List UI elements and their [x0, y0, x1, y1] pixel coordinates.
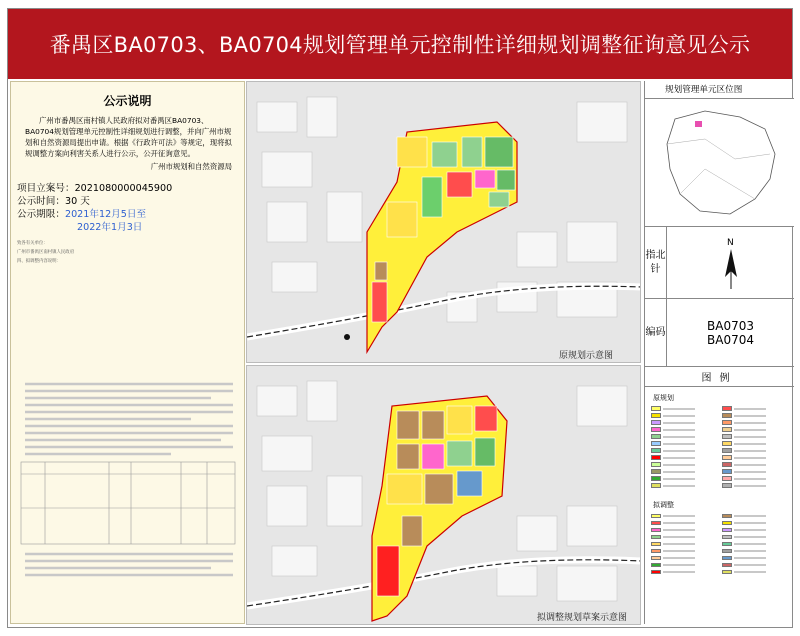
fine-print-line: 致各有关单位：	[17, 241, 48, 246]
legend-item	[722, 420, 789, 425]
legend-label-placeholder	[663, 443, 695, 445]
north-label: 指北针	[645, 227, 667, 298]
legend-item	[651, 569, 718, 574]
legend-item	[651, 448, 718, 453]
legend-item	[651, 520, 718, 525]
legend-swatch	[722, 413, 732, 418]
legend-item	[722, 455, 789, 460]
notice-title: 公示说明	[103, 94, 152, 108]
legend-swatch	[651, 556, 661, 561]
fine-print-line: 四、拟调整内容说明：	[17, 259, 61, 264]
legend-swatch	[722, 535, 732, 540]
legend-label-placeholder	[663, 436, 695, 438]
legend-swatch	[651, 441, 661, 446]
adjusted-map-caption: 拟调整规划草案示意图	[537, 613, 628, 623]
legend-swatch	[722, 406, 732, 411]
legend-adjusted-grid	[651, 513, 788, 574]
legend-item	[722, 555, 789, 560]
publicity-period-row	[17, 208, 244, 221]
legend-item	[722, 427, 789, 432]
legend-swatch	[651, 570, 661, 575]
legend-item	[651, 406, 718, 411]
district-outline	[645, 99, 793, 227]
north-arrow-icon	[711, 233, 751, 293]
legend-swatch	[651, 514, 661, 519]
legend-label-placeholder	[734, 522, 766, 524]
legend-item	[651, 513, 718, 518]
legend-label-placeholder	[734, 536, 766, 538]
notice-signature: 广州市规划和自然资源局	[150, 162, 232, 171]
legend-item	[722, 527, 789, 532]
legend-swatch	[651, 448, 661, 453]
period-end: 2022年1月3日	[77, 222, 143, 233]
legend-swatch	[722, 469, 732, 474]
legend-swatch	[651, 528, 661, 533]
original-plan-map	[246, 81, 641, 363]
legend-item	[722, 569, 789, 574]
legend-item	[651, 562, 718, 567]
legend-swatch	[651, 420, 661, 425]
unit-code: BA0703	[707, 318, 754, 333]
legend-label-placeholder	[734, 415, 766, 417]
legend-swatch	[651, 521, 661, 526]
legend-item	[651, 413, 718, 418]
code-label: 编码	[645, 299, 667, 366]
time-label: 公示时间：	[17, 196, 65, 207]
legend-label-placeholder	[734, 564, 766, 566]
legend-label-placeholder	[663, 557, 695, 559]
legend-swatch	[722, 563, 732, 568]
legend-label-placeholder	[734, 429, 766, 431]
legend-swatch	[651, 455, 661, 460]
legend-label-placeholder	[663, 457, 695, 459]
legend-label-placeholder	[734, 478, 766, 480]
legend-original-grid	[651, 406, 788, 488]
legend-label-placeholder	[663, 550, 695, 552]
legend-item	[722, 483, 789, 488]
legend-swatch	[722, 476, 732, 481]
legend-item	[722, 548, 789, 553]
legend-swatch	[722, 570, 732, 575]
legend-label-placeholder	[734, 550, 766, 552]
legend-swatch	[722, 434, 732, 439]
notice-body: 广州市番禺区南村镇人民政府拟对番禺区BA0703、BA0704规划管理单元控制性详细规划进行调整，并向广州市规划和自然资源局提出申请。根据《行政许可法》等规定，现将拟规调整方案向利害关系人进行公示，公开征询意见。	[25, 116, 232, 158]
time-value: 30 天	[64, 196, 90, 207]
legend-label-placeholder	[663, 522, 695, 524]
legend-label-placeholder	[663, 478, 695, 480]
poster-frame	[7, 8, 793, 628]
legend-label-placeholder	[663, 422, 695, 424]
fine-print-lines	[11, 382, 245, 582]
project-number-row	[17, 182, 244, 195]
fine-print	[11, 234, 244, 265]
legend-item	[651, 434, 718, 439]
period-label: 公示期限：	[17, 209, 65, 220]
original-map-caption: 原规划示意图	[559, 351, 614, 361]
legend-swatch	[651, 483, 661, 488]
legend-label-placeholder	[663, 515, 695, 517]
legend-swatch	[651, 549, 661, 554]
legend-swatch	[722, 448, 732, 453]
legend-label-placeholder	[663, 564, 695, 566]
legend-label-placeholder	[663, 464, 695, 466]
legend-swatch	[651, 427, 661, 432]
poster-title: 番禺区BA0703、BA0704规划管理单元控制性详细规划调整征询意见公示	[8, 9, 792, 79]
legend-item	[651, 420, 718, 425]
north-letter: N	[726, 237, 734, 248]
legend-item	[651, 476, 718, 481]
legend-label-placeholder	[663, 471, 695, 473]
legend-item	[651, 483, 718, 488]
original-plan-drawing	[247, 82, 641, 363]
legend-item	[722, 513, 789, 518]
legend-label-placeholder	[734, 471, 766, 473]
period-start: 2021年12月5日至	[64, 209, 147, 220]
publicity-time-row	[17, 195, 244, 208]
legend-label-placeholder	[663, 450, 695, 452]
legend-swatch	[722, 556, 732, 561]
legend-item	[722, 562, 789, 567]
legend-label-placeholder	[734, 422, 766, 424]
legend-label-placeholder	[663, 571, 695, 573]
legend-item	[722, 448, 789, 453]
legend-swatch	[722, 455, 732, 460]
legend-item	[722, 413, 789, 418]
legend-item	[722, 434, 789, 439]
project-number: 2021080000045900	[74, 183, 173, 194]
legend-label-placeholder	[663, 485, 695, 487]
legend-swatch	[651, 469, 661, 474]
legend-item	[651, 427, 718, 432]
legend-item	[651, 555, 718, 560]
legend-label-placeholder	[663, 536, 695, 538]
legend-label-placeholder	[663, 529, 695, 531]
legend-swatch	[651, 476, 661, 481]
legend-title: 图例	[645, 367, 794, 387]
location-map-title: 规划管理单元区位图	[645, 81, 794, 99]
legend	[645, 387, 794, 578]
legend-label-placeholder	[663, 415, 695, 417]
adjusted-plan-drawing	[247, 366, 641, 625]
legend-item	[722, 541, 789, 546]
legend-label-placeholder	[734, 450, 766, 452]
legend-swatch	[722, 441, 732, 446]
legend-item	[651, 534, 718, 539]
legend-column	[644, 81, 794, 624]
north-arrow-row	[645, 227, 794, 299]
legend-swatch	[722, 549, 732, 554]
legend-item	[722, 441, 789, 446]
legend-adjusted-heading: 拟调整	[653, 501, 674, 510]
legend-swatch	[651, 406, 661, 411]
legend-item	[722, 462, 789, 467]
legend-label-placeholder	[734, 571, 766, 573]
legend-label-placeholder	[734, 485, 766, 487]
period-end-row	[17, 221, 244, 234]
legend-swatch	[651, 413, 661, 418]
legend-item	[651, 527, 718, 532]
location-map	[645, 99, 794, 227]
legend-label-placeholder	[663, 408, 695, 410]
legend-item	[722, 520, 789, 525]
legend-swatch	[722, 514, 732, 519]
legend-swatch	[651, 535, 661, 540]
project-label: 项目立案号：	[17, 183, 75, 194]
legend-label-placeholder	[663, 543, 695, 545]
legend-item	[651, 541, 718, 546]
legend-swatch	[651, 563, 661, 568]
legend-item	[651, 462, 718, 467]
legend-swatch	[722, 542, 732, 547]
legend-label-placeholder	[734, 543, 766, 545]
legend-label-placeholder	[734, 443, 766, 445]
legend-label-placeholder	[734, 436, 766, 438]
unit-code: BA0704	[707, 332, 754, 347]
legend-item	[722, 534, 789, 539]
fine-print-line: 广州市番禺区南村镇人民政府	[17, 250, 75, 255]
legend-swatch	[722, 427, 732, 432]
legend-item	[651, 441, 718, 446]
legend-swatch	[722, 462, 732, 467]
code-row	[645, 299, 794, 367]
legend-original-heading: 原规划	[653, 394, 674, 402]
legend-swatch	[722, 521, 732, 526]
legend-label-placeholder	[663, 429, 695, 431]
legend-item	[722, 476, 789, 481]
legend-item	[651, 469, 718, 474]
legend-label-placeholder	[734, 529, 766, 531]
legend-item	[722, 469, 789, 474]
legend-swatch	[722, 528, 732, 533]
legend-item	[651, 455, 718, 460]
legend-swatch	[651, 542, 661, 547]
legend-label-placeholder	[734, 464, 766, 466]
legend-swatch	[651, 434, 661, 439]
legend-label-placeholder	[734, 557, 766, 559]
legend-item	[651, 548, 718, 553]
unit-location-marker	[695, 121, 702, 127]
legend-swatch	[722, 420, 732, 425]
adjusted-plan-map	[246, 365, 641, 625]
legend-label-placeholder	[734, 408, 766, 410]
notice-panel	[10, 81, 245, 624]
legend-label-placeholder	[734, 515, 766, 517]
legend-item	[722, 406, 789, 411]
legend-label-placeholder	[734, 457, 766, 459]
legend-swatch	[722, 483, 732, 488]
legend-swatch	[651, 462, 661, 467]
